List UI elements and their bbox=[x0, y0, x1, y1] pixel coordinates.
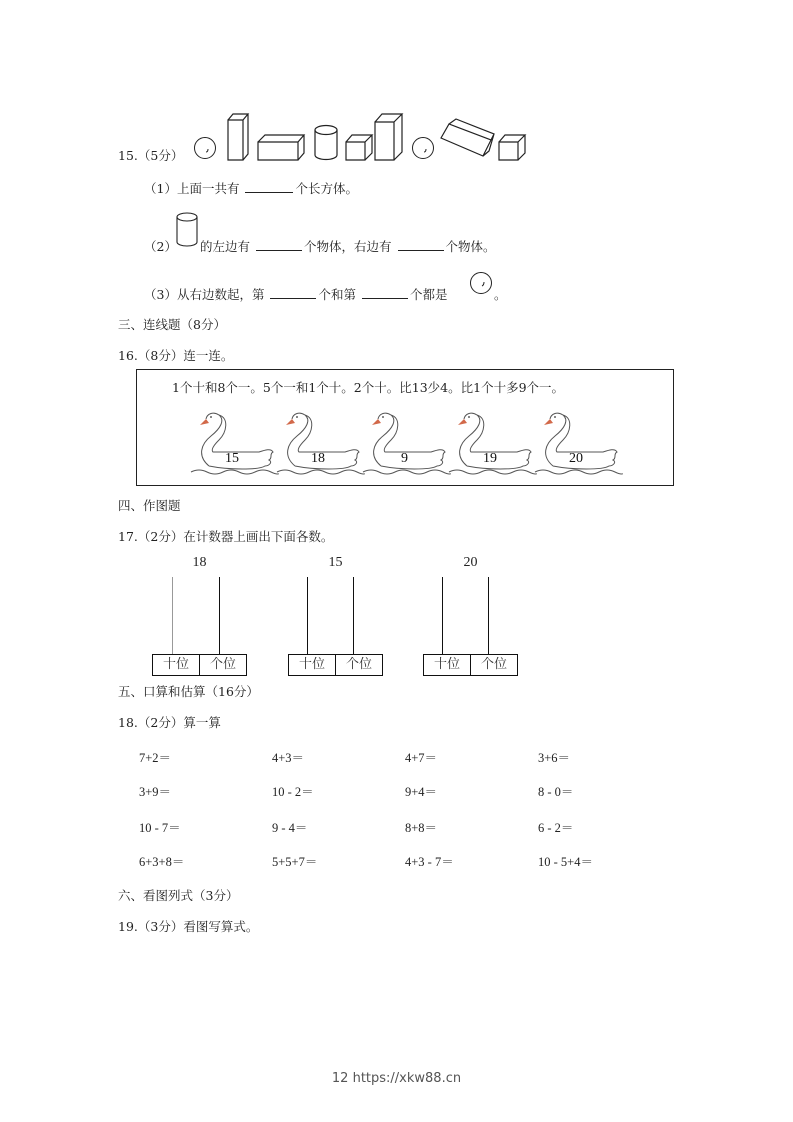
q16-connect-box bbox=[136, 369, 674, 486]
section-3-title: 三、连线题（8分） bbox=[118, 317, 226, 332]
q15-sub2-right-blank[interactable] bbox=[398, 238, 444, 251]
counter-1[interactable] bbox=[152, 555, 247, 675]
counter-base bbox=[288, 654, 383, 676]
calc-item[interactable]: 4+3＝ bbox=[272, 751, 305, 765]
q19-label: 19.（3分）看图写算式。 bbox=[118, 919, 259, 934]
tall-cuboid-icon bbox=[373, 112, 405, 162]
swan-number: 18 bbox=[311, 451, 325, 466]
tens-rod[interactable] bbox=[442, 577, 443, 655]
swan-icon bbox=[447, 408, 537, 478]
swan-3[interactable] bbox=[361, 408, 451, 478]
wide-cuboid-icon bbox=[256, 132, 306, 162]
q15-sub2-suffix: 个物体。 bbox=[445, 239, 496, 254]
cylinder-icon bbox=[175, 211, 199, 249]
calc-item[interactable]: 4+7＝ bbox=[405, 751, 438, 765]
swan-icon bbox=[361, 408, 451, 478]
q17-label: 17.（2分）在计数器上画出下面各数。 bbox=[118, 529, 334, 544]
swan-icon bbox=[189, 408, 279, 478]
q15-sub3-blank-2[interactable] bbox=[362, 286, 408, 299]
q15-sub3-prefix: （3）从右边数起，第 bbox=[144, 287, 265, 302]
calc-item[interactable]: 6+3+8＝ bbox=[139, 855, 185, 869]
q16-phrases: 1个十和8个一。5个一和1个十。2个十。比13少4。比1个十多9个一。 bbox=[172, 380, 565, 395]
section-4-title: 四、作图题 bbox=[118, 498, 181, 513]
ones-label: 个位 bbox=[335, 655, 382, 675]
counter-base bbox=[423, 654, 518, 676]
calc-item[interactable]: 9 - 4＝ bbox=[272, 821, 308, 835]
calc-item[interactable]: 8 - 0＝ bbox=[538, 785, 574, 799]
swan-5[interactable] bbox=[533, 408, 623, 478]
q15-sub1-suffix: 个长方体。 bbox=[295, 181, 358, 196]
ones-rod[interactable] bbox=[219, 577, 220, 655]
q15-sub2-prefix: （2） bbox=[144, 239, 177, 254]
swan-icon bbox=[533, 408, 623, 478]
calc-item[interactable]: 3+6＝ bbox=[538, 751, 571, 765]
cube-icon bbox=[344, 132, 374, 162]
calc-item[interactable]: 10 - 7＝ bbox=[139, 821, 181, 835]
tall-cuboid-icon bbox=[226, 112, 250, 162]
calc-item[interactable]: 4+3 - 7＝ bbox=[405, 855, 454, 869]
ones-label: 个位 bbox=[470, 655, 517, 675]
calc-item[interactable]: 10 - 2＝ bbox=[272, 785, 314, 799]
swan-number: 19 bbox=[483, 451, 497, 466]
calc-item[interactable]: 9+4＝ bbox=[405, 785, 438, 799]
tens-rod[interactable] bbox=[172, 577, 173, 655]
sphere-icon bbox=[469, 271, 493, 295]
counter-number: 15 bbox=[328, 555, 343, 570]
section-6-title: 六、看图列式（3分） bbox=[118, 888, 239, 903]
tens-rod[interactable] bbox=[307, 577, 308, 655]
swan-number: 15 bbox=[225, 451, 239, 466]
q16-label: 16.（8分）连一连。 bbox=[118, 348, 234, 363]
q18-label: 18.（2分）算一算 bbox=[118, 715, 221, 730]
counter-number: 18 bbox=[192, 555, 207, 570]
swan-2[interactable] bbox=[275, 408, 365, 478]
section-5-title: 五、口算和估算（16分） bbox=[118, 684, 259, 699]
swan-number: 20 bbox=[569, 451, 583, 466]
ones-rod[interactable] bbox=[488, 577, 489, 655]
cylinder-icon bbox=[313, 124, 341, 162]
q15-sub2-left-blank[interactable] bbox=[256, 238, 302, 251]
counter-number: 20 bbox=[463, 555, 478, 570]
q15-sub2-left-text: 的左边有 bbox=[200, 239, 251, 254]
counter-3[interactable] bbox=[423, 555, 518, 675]
calc-item[interactable]: 6 - 2＝ bbox=[538, 821, 574, 835]
tens-label: 十位 bbox=[162, 657, 189, 672]
q15-sub3-mid2: 个都是 bbox=[409, 287, 448, 302]
q15-sub3-mid: 个和第 bbox=[318, 287, 356, 302]
q15-sub2 bbox=[144, 237, 177, 255]
calc-item[interactable]: 10 - 5+4＝ bbox=[538, 855, 593, 869]
tens-label: 十位 bbox=[433, 657, 460, 672]
counter-2[interactable] bbox=[288, 555, 383, 675]
q15-sub3-suffix: 。 bbox=[494, 287, 507, 302]
calc-item[interactable]: 7+2＝ bbox=[139, 751, 172, 765]
swan-number: 9 bbox=[401, 451, 408, 466]
q15-sub1 bbox=[144, 179, 358, 197]
sphere-icon bbox=[193, 136, 217, 160]
calc-item[interactable]: 5+5+7＝ bbox=[272, 855, 318, 869]
sphere-icon bbox=[411, 136, 435, 160]
q15-label: 15.（5分） bbox=[118, 148, 184, 163]
swan-4[interactable] bbox=[447, 408, 537, 478]
q15-sub1-prefix: （1）上面一共有 bbox=[144, 181, 240, 196]
q15-sub1-blank[interactable] bbox=[245, 180, 293, 193]
swan-1[interactable] bbox=[189, 408, 279, 478]
tens-label: 十位 bbox=[298, 657, 325, 672]
calc-item[interactable]: 8+8＝ bbox=[405, 821, 438, 835]
swan-icon bbox=[275, 408, 365, 478]
q15-sub2-right-text: 个物体，右边有 bbox=[304, 239, 392, 254]
q15-sub3 bbox=[144, 285, 447, 303]
calc-item[interactable]: 3+9＝ bbox=[139, 785, 172, 799]
ones-label: 个位 bbox=[199, 655, 246, 675]
page-footer: 12 https://xkw88.cn bbox=[331, 1071, 462, 1086]
counter-base bbox=[152, 654, 247, 676]
cube-icon bbox=[497, 132, 527, 162]
q15-sub3-blank-1[interactable] bbox=[270, 286, 316, 299]
q15-sub2-rest bbox=[200, 237, 496, 255]
tilted-cuboid-icon bbox=[439, 118, 495, 160]
ones-rod[interactable] bbox=[353, 577, 354, 655]
